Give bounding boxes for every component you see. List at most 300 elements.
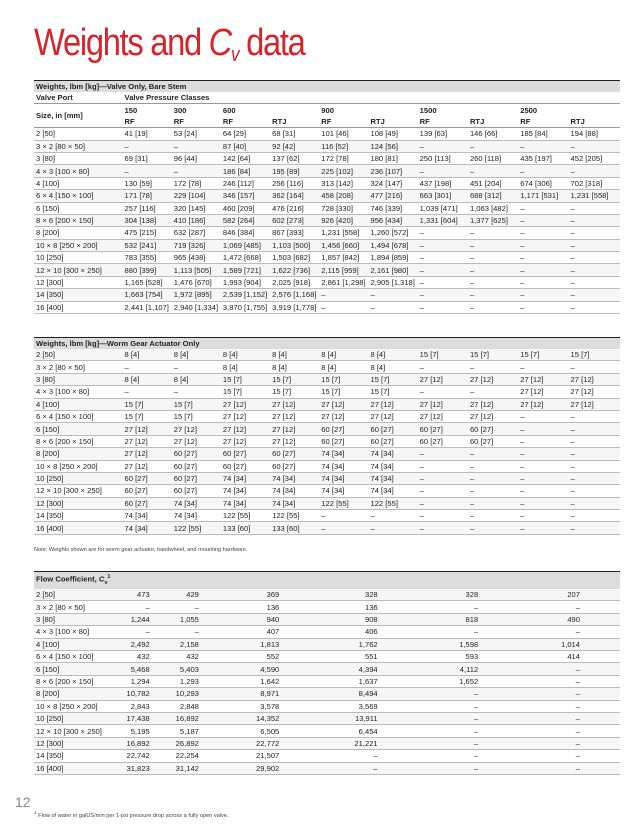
table-row [34,301,620,313]
weight-cell: – [468,522,518,534]
weight-cell: 74 [34] [270,485,319,497]
weight-cell: 15 [7] [123,398,172,410]
weight-cell: 1,231 [558] [569,190,620,202]
size-cell: 12 × 10 [300 × 250] [34,264,123,276]
cv-cell: 1,652 [418,675,519,687]
cv-cell: 1,598 [418,638,519,650]
weight-cell: – [418,472,468,484]
weight-cell: 27 [12] [123,460,172,472]
weight-cell: – [468,301,518,313]
weight-cell: – [518,239,568,251]
size-cell: 4 [100] [34,398,123,410]
weight-cell: 1,113 [505] [172,264,221,276]
weight-cell: 2,115 [959] [319,264,368,276]
weight-cell: 460 [209] [221,202,270,214]
weight-cell: – [468,289,518,301]
weight-cell: 15 [7] [518,349,568,361]
table-row [34,423,620,435]
weight-cell: 74 [34] [270,497,319,509]
weight-cell: 2,905 [1,318] [368,276,417,288]
weight-cell: 746 [339] [368,202,417,214]
weight-cell: 27 [12] [172,423,221,435]
cv-cell: 2,843 [123,700,172,712]
cv-cell: – [518,675,620,687]
weight-cell: – [368,301,417,313]
weight-cell: – [468,140,518,152]
table-row [34,252,620,264]
weight-cell: – [518,202,568,214]
cv-cell: 5,468 [123,663,172,675]
weight-cell: 229 [104] [172,190,221,202]
weights-note: Note: Weights shown are for worm gear actuator, handwheel, and mounting hardware. [34,547,248,553]
weight-cell: 632 [287] [172,227,221,239]
size-cell: 10 [250] [34,252,123,264]
weight-cell: – [569,410,620,422]
weight-cell: 410 [186] [172,214,221,226]
weight-cell: 74 [34] [319,448,368,460]
cv-cell: 908 [319,613,417,625]
weight-cell: – [569,276,620,288]
weight-cell: 195 [89] [270,165,319,177]
weight-cell: 3,919 [1,778] [270,301,319,313]
flow-coefficient-table [34,571,620,775]
weight-cell: 74 [34] [368,460,417,472]
weight-cell: 728 [330] [319,202,368,214]
weight-cell: 225 [102] [319,165,368,177]
pressure-class-header: 150 [124,105,138,115]
table-row [34,613,620,625]
weight-cell: 867 [393] [270,227,319,239]
weight-cell: 1,456 [660] [319,239,368,251]
face-type-row [34,116,620,128]
cv-cell: 6,454 [319,725,417,737]
weight-cell: 8 [4] [221,349,270,361]
weight-cell: 27 [12] [569,386,620,398]
weight-cell: – [418,289,468,301]
table-row [34,626,620,638]
weight-cell: 257 [116] [123,202,172,214]
cv-cell: 432 [172,651,221,663]
cv-cell: 136 [319,601,417,613]
table-row [34,712,620,724]
size-cell: 8 [200] [34,448,123,460]
size-cell: 12 × 10 [300 × 250] [34,485,123,497]
weight-cell: – [418,301,468,313]
cv-cell: 22,772 [221,737,319,749]
table-row [34,688,620,700]
cv-cell: 5,187 [172,725,221,737]
weight-cell: – [518,301,568,313]
cv-cell: 5,195 [123,725,172,737]
size-cell: 3 [80] [34,373,123,385]
cv-cell: – [518,750,620,762]
flow-footnote: $^1$ Flow of water in galUS/min per 1-psi pressure drop across a fully open valve. [34,810,229,819]
weight-cell: 60 [27] [221,448,270,460]
weight-cell: – [123,361,172,373]
table-row [34,750,620,762]
weight-cell: – [518,264,568,276]
weight-cell: 27 [12] [270,423,319,435]
table-row [34,373,620,385]
cv-cell: 940 [221,613,319,625]
weight-cell: 27 [12] [368,398,417,410]
weight-cell: 15 [7] [270,386,319,398]
size-cell: 2 [50] [34,349,123,361]
face-type-header: RTJ [270,116,319,128]
weight-cell: – [569,239,620,251]
weight-cell: 2,576 [1,168] [270,289,319,301]
weight-cell: 8 [4] [319,361,368,373]
weight-cell: – [123,386,172,398]
size-cell: 3 [80] [34,152,123,164]
weight-cell: – [418,227,468,239]
weight-cell: 2,861 [1,298] [319,276,368,288]
weight-cell: 27 [12] [270,435,319,447]
weight-cell: 27 [12] [172,435,221,447]
weight-cell: 846 [384] [221,227,270,239]
weight-cell: 122 [55] [319,497,368,509]
size-cell: 8 [200] [34,227,123,239]
cv-cell: 21,221 [319,737,417,749]
weight-cell: – [368,289,417,301]
cv-cell: 369 [221,589,319,601]
weight-cell: 956 [434] [368,214,417,226]
size-cell: 3 [80] [34,613,123,625]
weight-cell: 1,494 [678] [368,239,417,251]
weight-cell: 1,472 [668] [221,252,270,264]
cv-cell: – [418,750,519,762]
size-cell: 10 [250] [34,712,123,724]
cv-cell: 1,293 [172,675,221,687]
weight-cell: – [172,361,221,373]
size-cell: 2 [50] [34,589,123,601]
weight-cell: 60 [27] [221,460,270,472]
table-row [34,460,620,472]
weight-cell: 142 [64] [221,152,270,164]
valve-port-label: Valve Port [34,92,123,104]
cv-cell: – [418,688,519,700]
weight-cell: 475 [215] [123,227,172,239]
table-row [34,638,620,650]
size-cell: 3 × 2 [80 × 50] [34,140,123,152]
table-row [34,497,620,509]
weight-cell: 304 [138] [123,214,172,226]
face-type-header: RTJ [569,116,620,128]
weight-cell: – [172,140,221,152]
weight-cell: 8 [4] [319,349,368,361]
weight-cell: – [418,361,468,373]
weight-cell: – [468,252,518,264]
pressure-class-header: 2500 [520,105,538,115]
size-cell: 8 × 6 [200 × 150] [34,435,123,447]
weight-cell: 74 [34] [172,510,221,522]
table-row [34,435,620,447]
weight-cell: 8 [4] [123,349,172,361]
weight-cell: 172 [78] [172,177,221,189]
weight-cell: 74 [34] [319,472,368,484]
weight-cell: 8 [4] [368,349,417,361]
weight-cell: 582 [264] [221,214,270,226]
weight-cell: 27 [12] [221,398,270,410]
pressure-class-header [270,104,319,116]
weight-cell: 27 [12] [569,398,620,410]
weight-cell: – [569,361,620,373]
cv-cell: 1,294 [123,675,172,687]
weight-cell: 15 [7] [368,386,417,398]
pressure-class-header [569,104,620,116]
size-cell: 12 [300] [34,497,123,509]
table-row [34,410,620,422]
size-cell: 8 × 6 [200 × 150] [34,675,123,687]
table-row [34,700,620,712]
weight-cell: 122 [55] [172,522,221,534]
weight-cell: – [518,410,568,422]
weight-cell: – [418,140,468,152]
size-cell: 3 × 2 [80 × 50] [34,361,123,373]
weight-cell: 362 [164] [270,190,319,202]
weight-cell: 1,993 [904] [221,276,270,288]
weight-cell: 2,161 [980] [368,264,417,276]
size-cell: 14 [350] [34,750,123,762]
weight-cell: 437 [198] [418,177,468,189]
cv-cell: 8,971 [221,688,319,700]
page-number: 12 [15,794,31,810]
cv-cell: 473 [123,589,172,601]
weight-cell: – [468,361,518,373]
size-cell: 12 [300] [34,276,123,288]
cv-cell: 22,742 [123,750,172,762]
cv-cell: – [172,601,221,613]
size-cell: 6 [150] [34,423,123,435]
weight-cell: – [319,289,368,301]
weight-cell: 27 [12] [368,410,417,422]
pressure-class-row [34,104,620,116]
weight-cell: 246 [112] [221,177,270,189]
weight-cell: 1,231 [558] [319,227,368,239]
weight-cell: – [468,165,518,177]
size-label: Size, in [mm] [34,104,123,128]
cv-cell: 21,507 [221,750,319,762]
weight-cell: – [569,460,620,472]
weight-cell: 256 [116] [270,177,319,189]
cv-cell: 1,762 [319,638,417,650]
weight-cell: 1,069 [485] [221,239,270,251]
weight-cell: 2,539 [1,152] [221,289,270,301]
size-cell: 16 [400] [34,522,123,534]
weight-cell: 60 [27] [418,423,468,435]
cv-cell: 406 [319,626,417,638]
table-row [34,349,620,361]
weight-cell: 1,972 [895] [172,289,221,301]
cv-cell: 551 [319,651,417,663]
size-cell: 6 [150] [34,663,123,675]
weight-cell: – [468,239,518,251]
weight-cell: 27 [12] [221,423,270,435]
weight-cell: 60 [27] [172,485,221,497]
weight-cell: – [569,140,620,152]
weight-cell: – [569,510,620,522]
weight-cell: 8 [4] [172,373,221,385]
cv-cell: – [418,762,519,774]
weight-cell: 27 [12] [418,373,468,385]
size-cell: 6 × 4 [150 × 100] [34,651,123,663]
pressure-class-header [468,104,518,116]
weight-cell: 116 [52] [319,140,368,152]
cv-cell: 1,642 [221,675,319,687]
weight-cell: 172 [78] [319,152,368,164]
weight-cell: 74 [34] [270,472,319,484]
weight-cell: – [518,165,568,177]
weight-cell: 15 [7] [172,398,221,410]
weight-cell: 27 [12] [123,423,172,435]
table-row [34,589,620,601]
weight-cell: 60 [27] [172,472,221,484]
weight-cell: – [123,165,172,177]
weight-cell: – [172,386,221,398]
cv-cell: 31,823 [123,762,172,774]
weight-cell: 74 [34] [368,448,417,460]
weight-cell: 663 [301] [418,190,468,202]
weight-cell: – [569,423,620,435]
weight-cell: 60 [27] [270,460,319,472]
cv-cell: 31,142 [172,762,221,774]
weight-cell: – [319,522,368,534]
cv-cell: 1,637 [319,675,417,687]
cv-cell: 3,578 [221,700,319,712]
weight-cell: 719 [326] [172,239,221,251]
weight-cell: 15 [7] [319,373,368,385]
weight-cell: 60 [27] [468,423,518,435]
size-cell: 14 [350] [34,510,123,522]
weight-cell: – [518,214,568,226]
weight-cell: – [368,522,417,534]
weight-cell: 260 [118] [468,152,518,164]
cv-cell: 328 [319,589,417,601]
cv-cell: – [418,700,519,712]
weight-cell: 15 [7] [221,386,270,398]
weight-cell: 27 [12] [468,410,518,422]
cv-cell: 17,438 [123,712,172,724]
weight-cell: 27 [12] [518,373,568,385]
weight-cell: – [418,252,468,264]
weight-cell: 965 [438] [172,252,221,264]
page-title: Weights and $C_v$ data [34,22,305,66]
weight-cell: – [418,264,468,276]
weight-cell: 1,039 [471] [418,202,468,214]
weight-cell: 27 [12] [518,398,568,410]
weight-cell: 452 [205] [569,152,620,164]
weight-cell: 27 [12] [123,448,172,460]
cv-cell: 14,352 [221,712,319,724]
table-row [34,386,620,398]
weight-cell: – [569,448,620,460]
weight-cell: 53 [24] [172,128,221,140]
table-row [34,227,620,239]
cv-cell: 3,569 [319,700,417,712]
weight-cell: – [518,485,568,497]
face-type-header: RF [123,116,172,128]
weight-cell: 146 [66] [468,128,518,140]
weight-cell: 476 [216] [270,202,319,214]
size-cell: 12 [300] [34,737,123,749]
weight-cell: 27 [12] [418,410,468,422]
cv-cell: 10,782 [123,688,172,700]
table-row [34,214,620,226]
weight-cell: 1,663 [754] [123,289,172,301]
weight-cell: 122 [55] [368,497,417,509]
weights-worm-gear-table [34,337,620,535]
weight-cell: 60 [27] [368,423,417,435]
weight-cell: 602 [273] [270,214,319,226]
table-row [34,264,620,276]
weight-cell: – [518,497,568,509]
weight-cell: 435 [197] [518,152,568,164]
weight-cell: 96 [44] [172,152,221,164]
face-type-header: RF [319,116,368,128]
weight-cell: – [518,252,568,264]
weight-cell: 74 [34] [221,472,270,484]
face-type-header: RF [172,116,221,128]
weight-cell: 1,622 [736] [270,264,319,276]
weight-cell: 702 [318] [569,177,620,189]
table-row [34,448,620,460]
weight-cell: 87 [40] [221,140,270,152]
table-row [34,165,620,177]
face-type-header: RTJ [368,116,417,128]
cv-cell: 4,112 [418,663,519,675]
weight-cell: 74 [34] [123,522,172,534]
table-row [34,239,620,251]
cv-cell: – [518,663,620,675]
face-type-header: RF [518,116,568,128]
weight-cell: 74 [34] [221,485,270,497]
weight-cell: 122 [55] [221,510,270,522]
weight-cell: 27 [12] [221,435,270,447]
weight-cell: 60 [27] [123,472,172,484]
cv-cell: 8,494 [319,688,417,700]
weight-cell: 674 [306] [518,177,568,189]
size-cell: 6 × 4 [150 × 100] [34,190,123,202]
cv-cell: – [518,762,620,774]
weight-cell: 60 [27] [123,485,172,497]
weight-cell: – [569,522,620,534]
cv-cell: – [518,737,620,749]
table-row [34,202,620,214]
section-title: Flow Coefficient, $C_v^1$ [34,572,620,590]
weight-cell: – [172,165,221,177]
weight-cell: – [418,510,468,522]
weight-cell: – [518,510,568,522]
cv-cell: – [518,712,620,724]
size-cell: 16 [400] [34,301,123,313]
size-cell: 8 × 6 [200 × 150] [34,214,123,226]
cv-cell: 818 [418,613,519,625]
table-row [34,177,620,189]
cv-cell: 429 [172,589,221,601]
weight-cell: – [468,497,518,509]
weight-cell: 926 [420] [319,214,368,226]
weight-cell: – [468,227,518,239]
weight-cell: 8 [4] [270,361,319,373]
weight-cell: – [468,386,518,398]
weights-valve-table [34,80,620,314]
cv-cell: – [123,601,172,613]
size-cell: 4 [100] [34,638,123,650]
cv-cell: 26,892 [172,737,221,749]
cv-cell: 1,244 [123,613,172,625]
weight-cell: 15 [7] [368,373,417,385]
weight-cell: 880 [399] [123,264,172,276]
